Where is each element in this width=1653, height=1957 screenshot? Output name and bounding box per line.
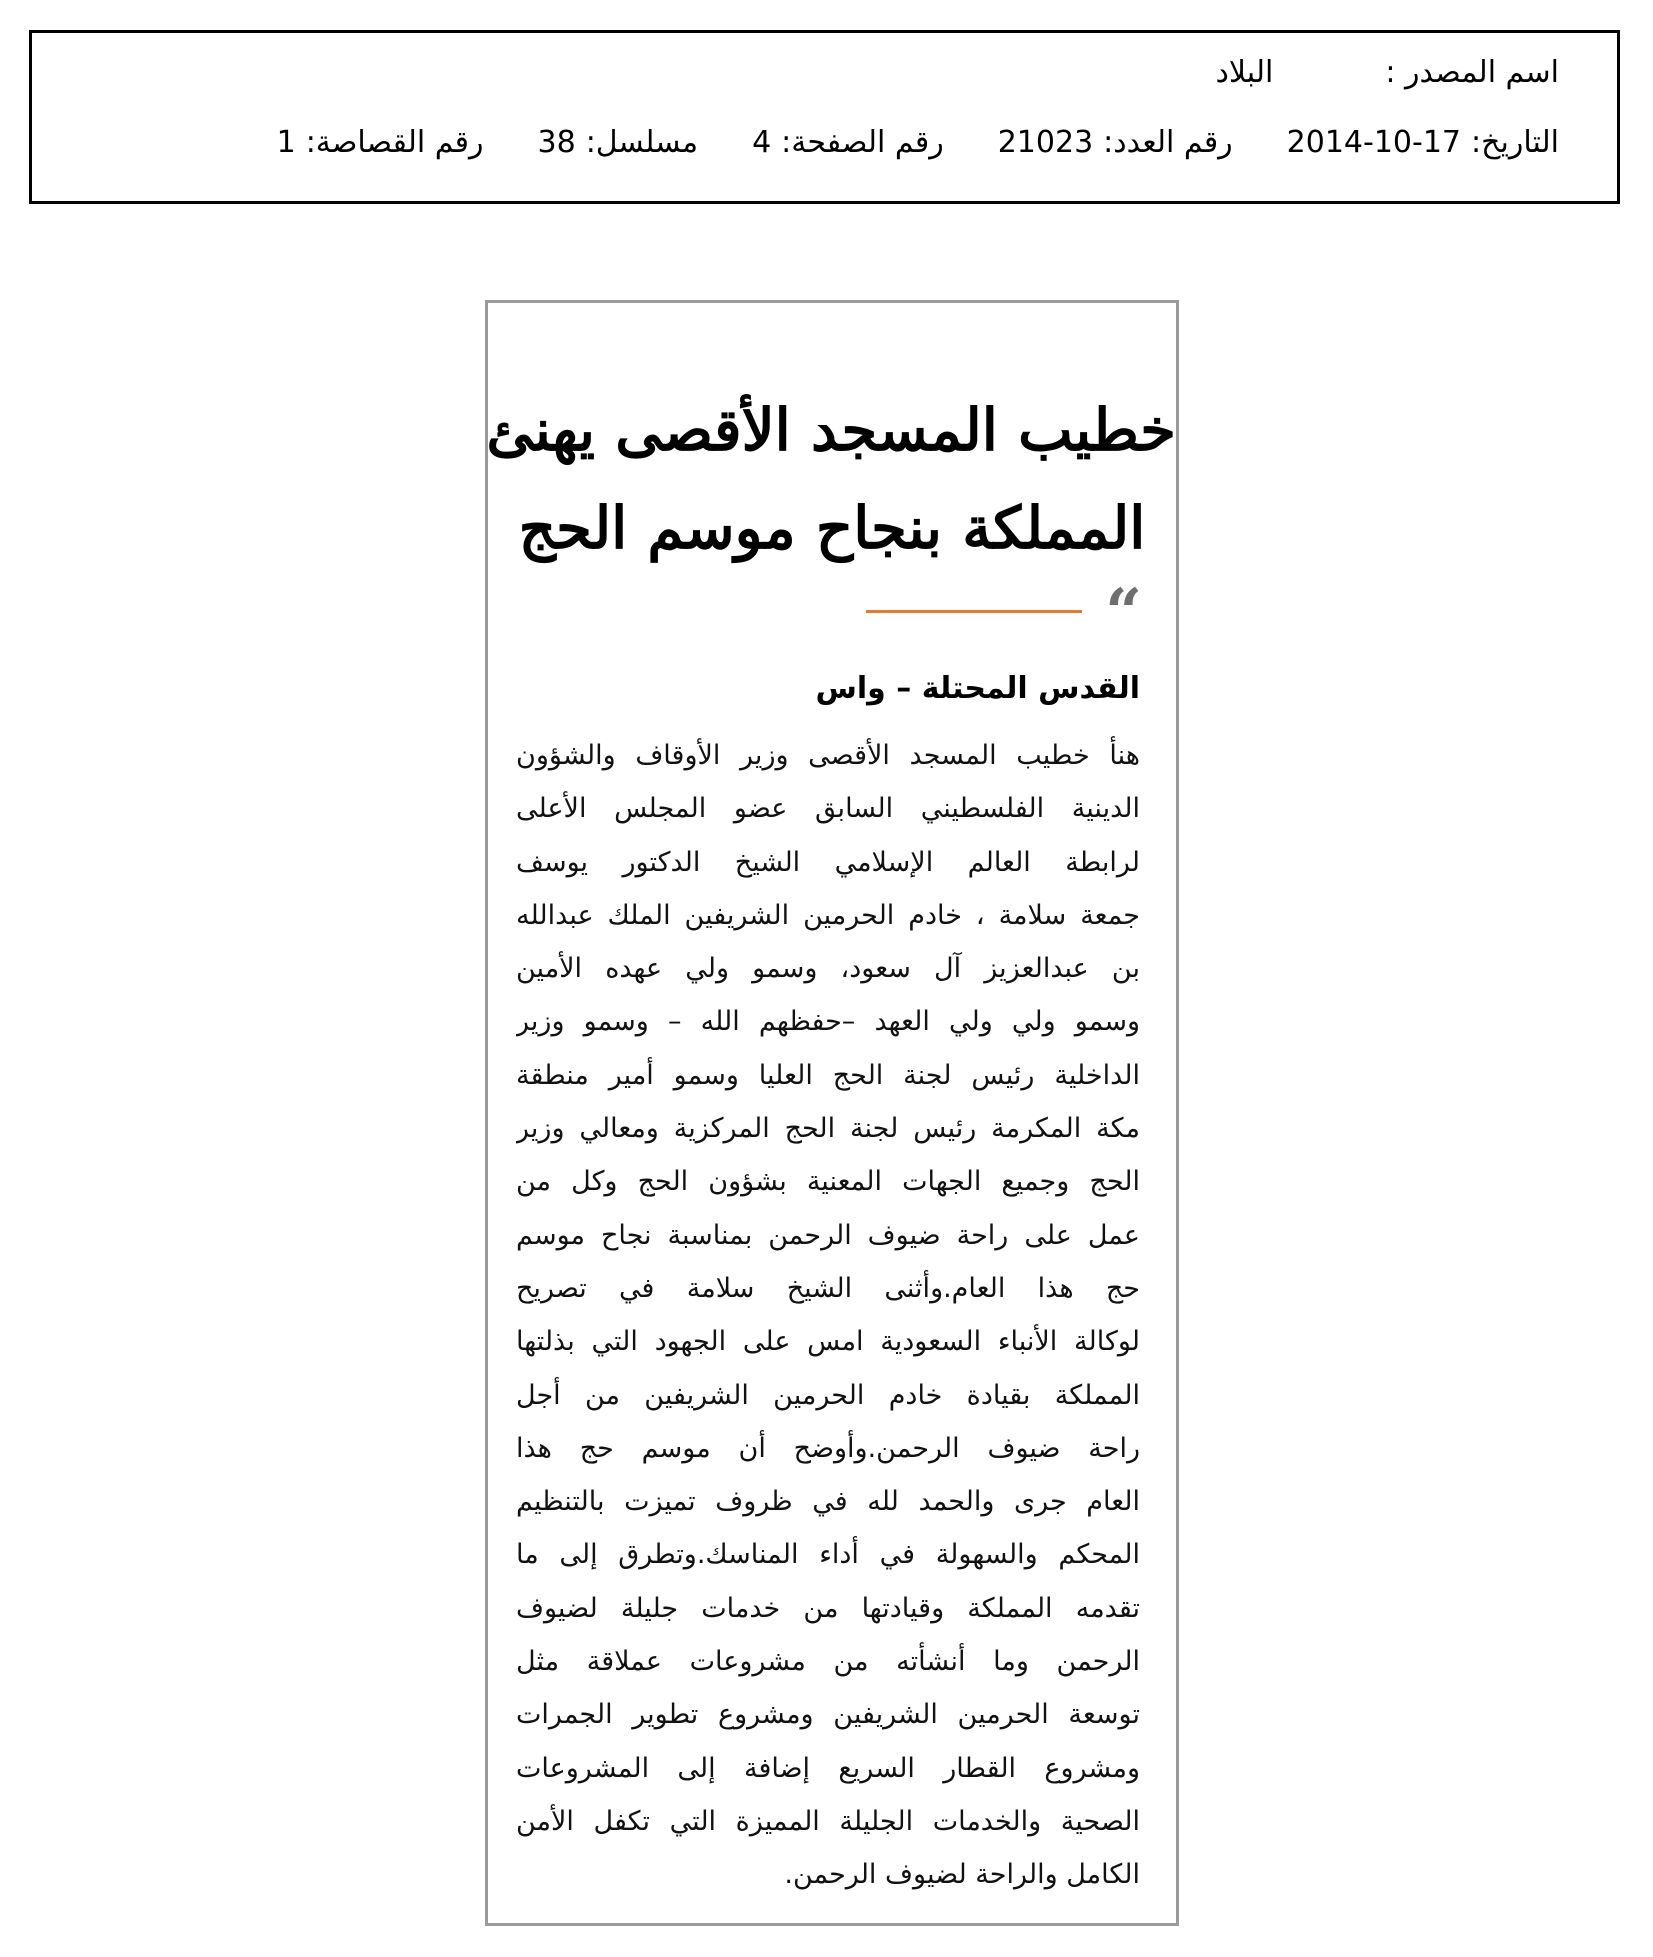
body-line: توسعة الحرمين الشريفين ومشروع تطوير الجمرات bbox=[516, 1699, 1140, 1731]
date-value: 2014-10-17 bbox=[1286, 125, 1462, 160]
body-line: الدينية الفلسطيني السابق عضو المجلس الأعلى bbox=[516, 793, 1140, 825]
body-line: تقدمه المملكة وقيادتها من خدمات جليلة لضيوف bbox=[516, 1592, 1140, 1624]
source-row bbox=[1216, 55, 1559, 90]
issue-field bbox=[998, 125, 1233, 160]
body-line: هنأ خطيب المسجد الأقصى وزير الأوقاف والشؤون bbox=[516, 740, 1140, 771]
article-headline bbox=[488, 381, 1176, 577]
body-line: لوكالة الأنباء السعودية امس على الجهود التي بذلتها bbox=[516, 1326, 1140, 1358]
body-line: بن عبدالعزيز آل سعود، وسمو ولي عهده الأمين bbox=[516, 953, 1140, 985]
headline-line-2: المملكة بنجاح موسم الحج bbox=[518, 494, 1146, 562]
issue-label: رقم العدد: bbox=[1103, 125, 1233, 160]
date-field bbox=[1287, 125, 1559, 160]
serial-value: 38 bbox=[537, 125, 576, 160]
body-line: الرحمن وما أنشأته من مشروعات عملاقة مثل bbox=[516, 1646, 1140, 1678]
body-line: راحة ضيوف الرحمن.وأوضح أن موسم حج هذا bbox=[516, 1432, 1140, 1464]
body-line: حج هذا العام.وأثنى الشيخ سلامة في تصريح bbox=[516, 1272, 1140, 1304]
body-line: الكامل والراحة لضيوف الرحمن. bbox=[784, 1859, 1140, 1891]
quote-mark-icon: “ bbox=[1105, 575, 1142, 650]
article-dateline: القدس المحتلة – واس bbox=[815, 671, 1140, 706]
body-line: جمعة سلامة ، خادم الحرمين الشريفين الملك عبدالله bbox=[516, 899, 1140, 931]
clip-value: 1 bbox=[276, 125, 296, 160]
serial-label: مسلسل: bbox=[585, 125, 699, 160]
body-line: الحج وجميع الجهات المعنية بشؤون الحج وكل من bbox=[516, 1166, 1140, 1198]
source-label: اسم المصدر : bbox=[1385, 55, 1559, 90]
source-metadata-box bbox=[29, 30, 1620, 204]
source-value: البلاد bbox=[1215, 55, 1274, 90]
body-line: المحكم والسهولة في أداء المناسك.وتطرق إلى ما bbox=[516, 1539, 1140, 1571]
serial-field bbox=[538, 125, 699, 160]
body-line: لرابطة العالم الإسلامي الشيخ الدكتور يوسف bbox=[516, 846, 1140, 878]
body-line: الداخلية رئيس لجنة الحج العليا وسمو أمير منطقة bbox=[516, 1059, 1140, 1091]
article-body bbox=[516, 729, 1140, 1902]
headline-divider bbox=[866, 610, 1082, 613]
body-line: مكة المكرمة رئيس لجنة الحج المركزية ومعالي وزير bbox=[516, 1113, 1140, 1145]
source-field bbox=[1216, 55, 1559, 90]
newspaper-clipping bbox=[485, 300, 1179, 1926]
body-line: العام جرى والحمد لله في ظروف تميزت بالتنظيم bbox=[516, 1486, 1140, 1518]
date-label: التاريخ: bbox=[1471, 125, 1559, 160]
page-label: رقم الصفحة: bbox=[781, 125, 944, 160]
body-line: عمل على راحة ضيوف الرحمن بمناسبة نجاح موسم bbox=[516, 1219, 1140, 1251]
clip-label: رقم القصاصة: bbox=[305, 125, 484, 160]
body-line: وسمو ولي ولي العهد –حفظهم الله – وسمو وزير bbox=[516, 1006, 1140, 1038]
issue-value: 21023 bbox=[997, 125, 1094, 160]
body-line: الصحية والخدمات الجليلة المميزة التي تكفل الأمن bbox=[516, 1805, 1140, 1837]
page-value: 4 bbox=[752, 125, 772, 160]
page-field bbox=[752, 125, 944, 160]
clip-field bbox=[277, 125, 484, 160]
body-line: ومشروع القطار السريع إضافة إلى المشروعات bbox=[516, 1752, 1140, 1784]
body-line: المملكة بقيادة خادم الحرمين الشريفين من أجل bbox=[516, 1379, 1140, 1411]
headline-line-1: خطيب المسجد الأقصى يهنئ bbox=[486, 396, 1176, 464]
details-row bbox=[223, 125, 1559, 160]
